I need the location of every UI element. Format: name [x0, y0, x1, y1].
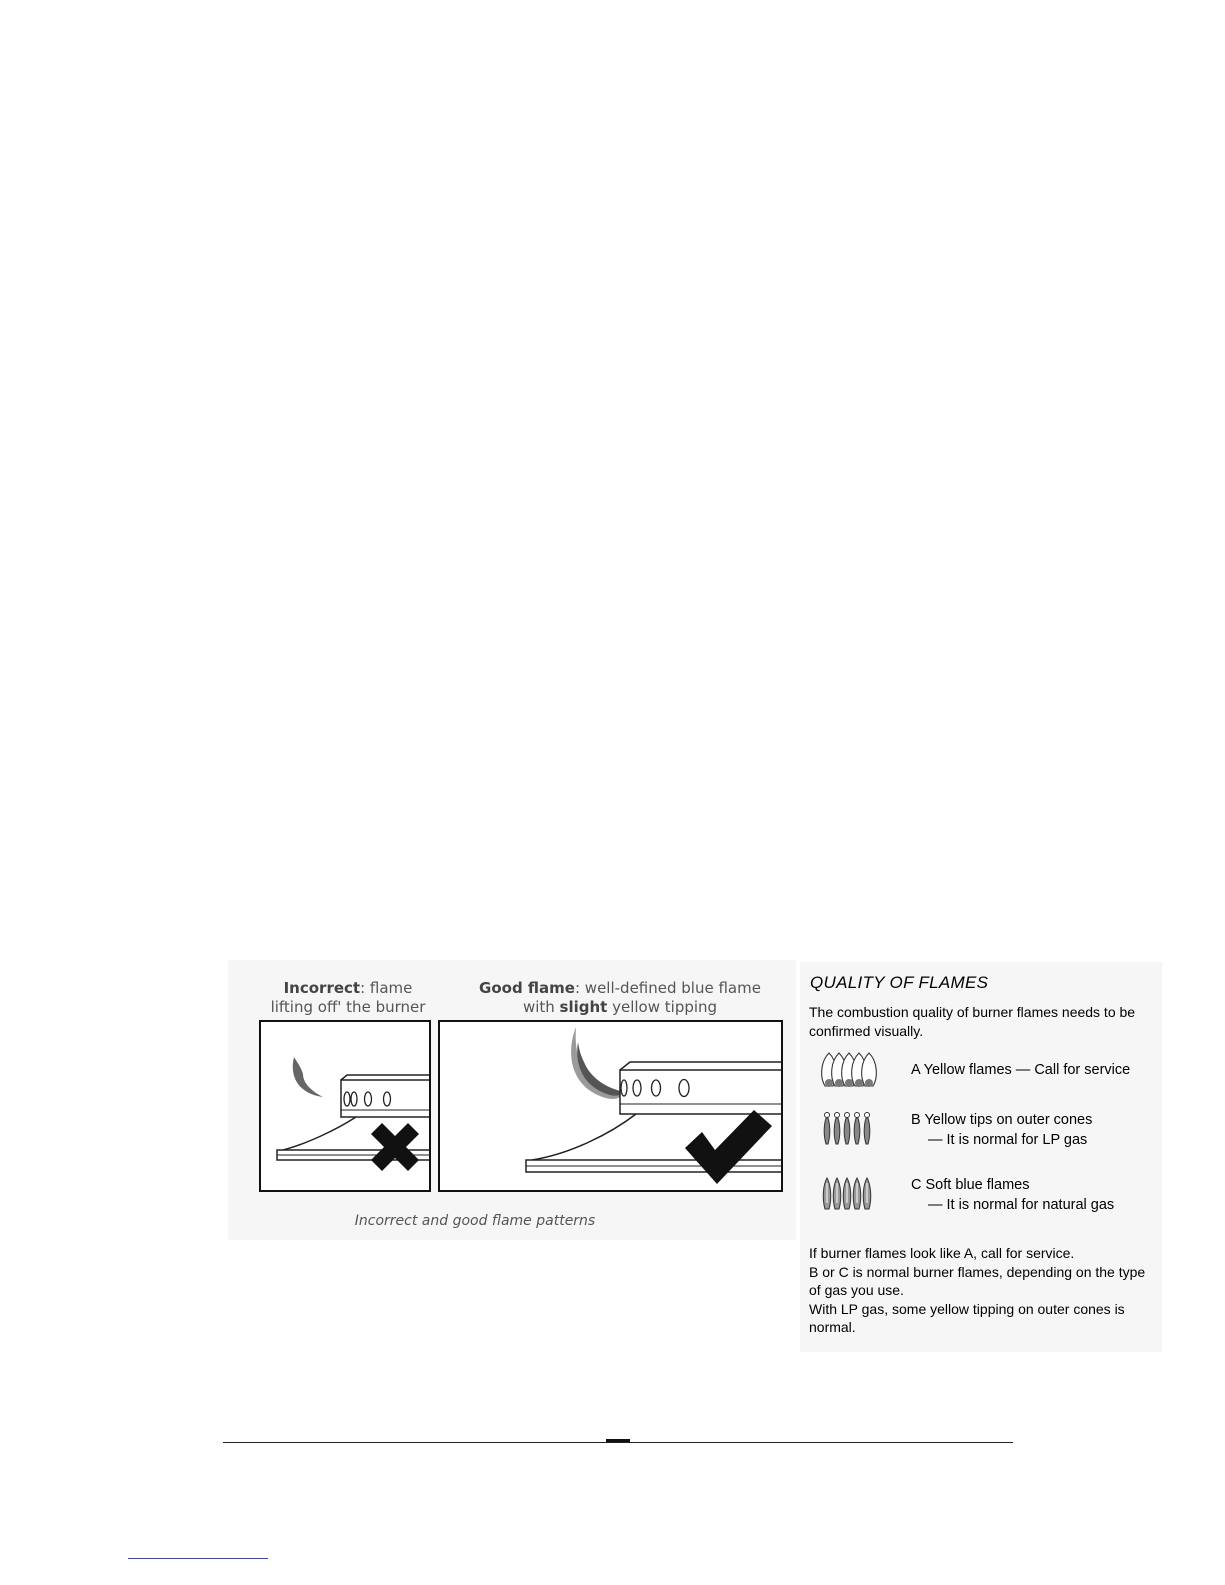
burner-port	[652, 1080, 661, 1096]
good-text-2-bold: slight	[559, 998, 608, 1016]
good-text-1: : well-defined blue flame	[574, 979, 761, 997]
burner-cap-curve	[532, 1114, 636, 1160]
good-burner-illustration	[440, 1022, 781, 1190]
flame-c-sub: — It is normal for natural gas	[928, 1197, 1115, 1213]
quality-notes	[809, 1244, 1154, 1337]
burner-port	[365, 1092, 372, 1106]
good-label: Good flame	[479, 979, 575, 997]
soft-blue-flames-icon	[818, 1175, 878, 1215]
footer-divider	[223, 1442, 1013, 1443]
flame-a-label: A Yellow flames — Call for service	[911, 1062, 1131, 1078]
flame-b-label: B Yellow tips on outer cones	[911, 1112, 1093, 1128]
note-lp: With LP gas, some yellow tipping on outer cones is normal.	[809, 1300, 1125, 1335]
flame-row-a	[810, 1050, 1160, 1094]
flame-row-c	[810, 1175, 1160, 1215]
figure-caption: Incorrect and good flame patterns	[354, 1213, 596, 1229]
good-text-2-pre: with	[522, 998, 560, 1016]
incorrect-text-2: lifting off' the burner	[270, 998, 426, 1016]
check-mark-icon	[685, 1110, 772, 1184]
flame-row-b	[810, 1110, 1160, 1150]
burner-port	[633, 1080, 641, 1096]
lifted-flame-shape	[293, 1057, 323, 1097]
yellow-tips-flames-icon	[818, 1110, 878, 1150]
incorrect-flame-panel	[259, 1020, 431, 1192]
good-flame-inner	[577, 1042, 626, 1096]
incorrect-flame-caption	[258, 979, 438, 1017]
footer-tick-mark	[606, 1439, 630, 1442]
note-bc: B or C is normal burner flames, depending on the type of gas you use.	[809, 1263, 1146, 1298]
burner-cap-curve	[283, 1117, 356, 1150]
burner-port	[621, 1080, 627, 1096]
incorrect-burner-illustration	[261, 1022, 429, 1190]
quality-title: QUALITY OF FLAMES	[810, 973, 989, 992]
link-underline	[128, 1558, 268, 1559]
yellow-flames-icon	[818, 1050, 878, 1094]
quality-intro: The combustion quality of burner flames needs to be confirmed visually.	[809, 1004, 1136, 1039]
burner-port	[344, 1092, 350, 1106]
incorrect-label: Incorrect	[283, 979, 361, 997]
good-flame-caption	[470, 979, 770, 1017]
flame-c-label: C Soft blue flames	[911, 1177, 1030, 1193]
incorrect-text-1: : flame	[360, 979, 413, 997]
burner-port	[384, 1092, 391, 1106]
good-flame-panel	[438, 1020, 783, 1192]
note-a: If burner flames look like A, call for service.	[809, 1245, 1075, 1261]
burner-port	[351, 1092, 357, 1106]
good-text-2-post: yellow tipping	[607, 998, 718, 1016]
burner-port	[679, 1080, 689, 1097]
cross-mark-icon	[371, 1123, 419, 1171]
flame-b-sub: — It is normal for LP gas	[928, 1132, 1088, 1148]
burner-body	[620, 1070, 781, 1114]
